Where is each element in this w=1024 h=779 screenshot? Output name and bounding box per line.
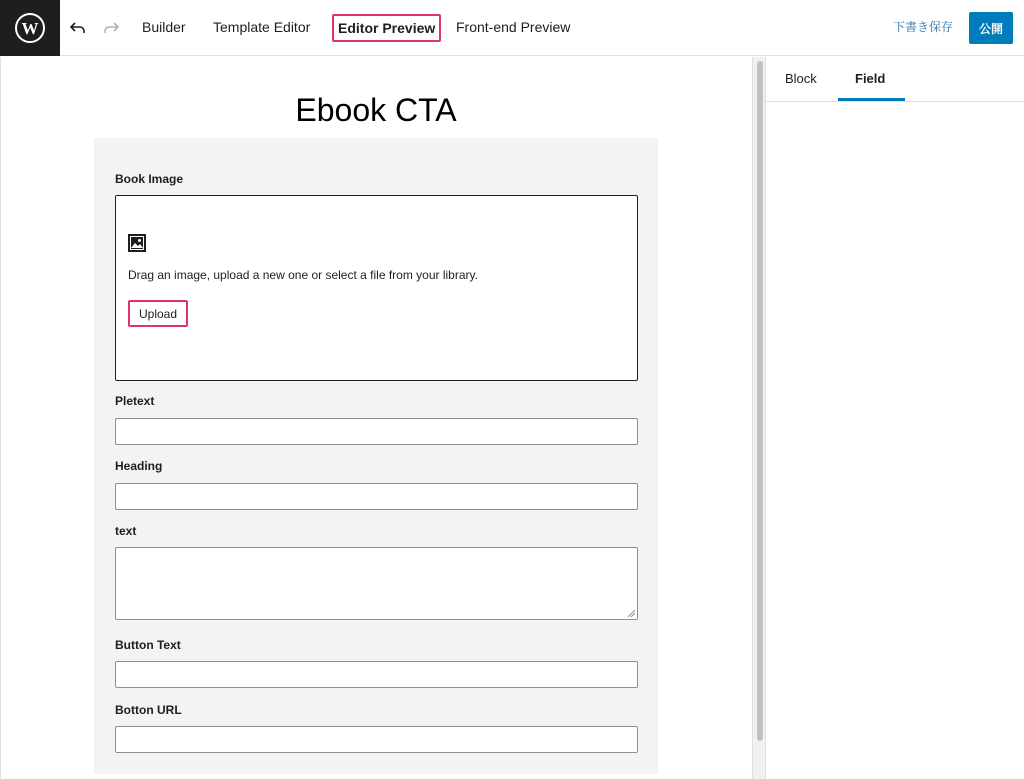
button-url-label: Botton URL	[115, 703, 182, 717]
heading-input[interactable]	[115, 483, 638, 510]
text-textarea[interactable]	[115, 547, 638, 620]
book-image-dropzone[interactable]	[115, 195, 638, 381]
publish-button[interactable]: 公開	[969, 12, 1013, 44]
wordpress-logo-glyph	[14, 12, 46, 44]
text-label: text	[115, 524, 137, 538]
tab-front-end-preview[interactable]: Front-end Preview	[456, 19, 571, 35]
save-draft-button[interactable]: 下書き保存	[893, 20, 954, 34]
button-text-input[interactable]	[115, 661, 638, 688]
upload-button[interactable]: Upload	[128, 300, 188, 327]
canvas-scrollbar[interactable]	[752, 57, 765, 779]
tab-template-editor[interactable]: Template Editor	[213, 19, 311, 35]
pletext-input[interactable]	[115, 418, 638, 445]
image-icon	[128, 234, 146, 252]
sidebar-tabs	[766, 57, 1024, 102]
button-text-label: Button Text	[115, 638, 181, 652]
book-image-label: Book Image	[115, 172, 184, 186]
image-dropzone-hint: Drag an image, upload a new one or select a file from your library.	[128, 268, 478, 282]
pletext-label: Pletext	[115, 394, 155, 408]
active-tab-indicator	[838, 98, 905, 101]
scrollbar-thumb[interactable]	[757, 61, 763, 741]
sidebar-tab-field[interactable]: Field	[855, 71, 886, 86]
button-url-input[interactable]	[115, 726, 638, 753]
undo-icon[interactable]	[66, 16, 90, 40]
settings-sidebar	[765, 57, 1024, 779]
tab-editor-preview[interactable]: Editor Preview	[332, 14, 441, 42]
redo-icon[interactable]	[99, 16, 123, 40]
wordpress-logo-icon[interactable]	[0, 0, 60, 56]
block-title: Ebook CTA	[295, 92, 457, 128]
sidebar-tab-block[interactable]: Block	[785, 71, 817, 86]
resize-handle-icon[interactable]	[627, 609, 635, 617]
heading-label: Heading	[115, 459, 163, 473]
svg-text:W: W	[21, 19, 39, 38]
editor-header	[0, 0, 1024, 56]
tab-builder[interactable]: Builder	[142, 19, 186, 35]
